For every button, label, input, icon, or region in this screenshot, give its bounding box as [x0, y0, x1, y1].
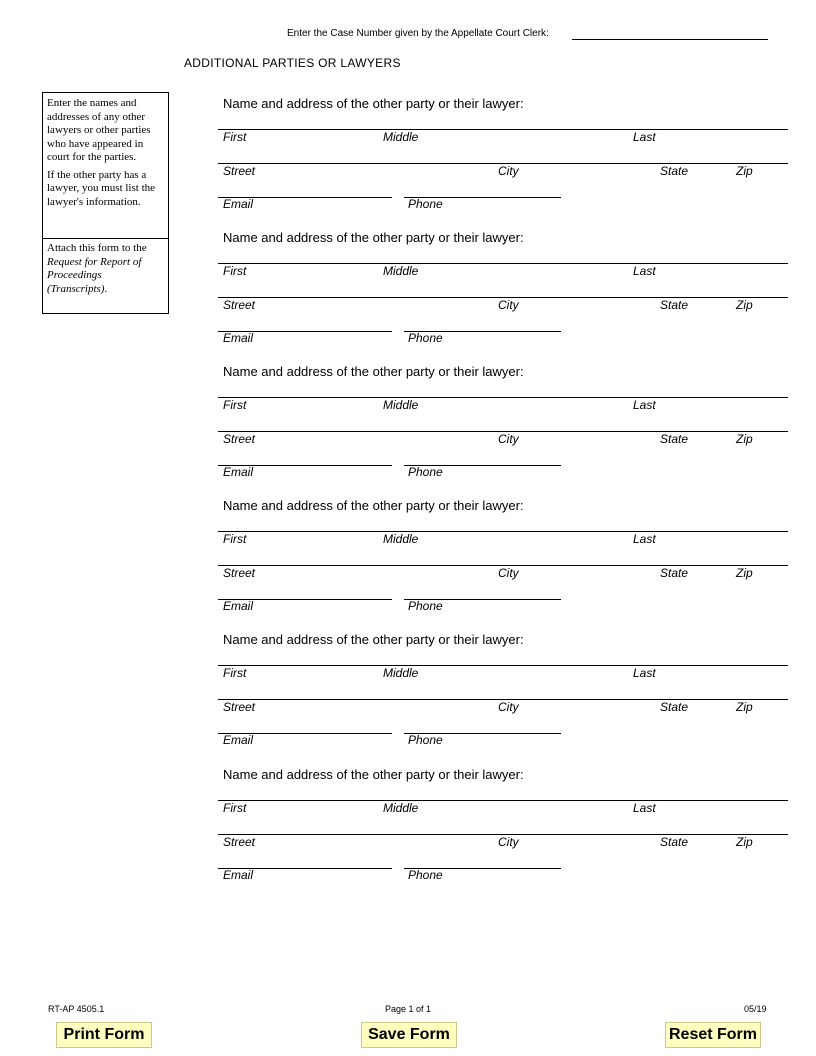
last-name-label: Last: [633, 130, 656, 144]
city-label: City: [498, 835, 519, 849]
reset-form-button[interactable]: Reset Form: [665, 1022, 761, 1048]
case-number-label: Enter the Case Number given by the Appellate Court Clerk:: [287, 28, 549, 39]
name-field[interactable]: [218, 263, 788, 264]
party-block: [218, 96, 790, 230]
last-name-label: Last: [633, 532, 656, 546]
party-heading: Name and address of the other party or their lawyer:: [223, 96, 524, 111]
name-field[interactable]: [218, 129, 788, 130]
save-form-button[interactable]: Save Form: [361, 1022, 457, 1048]
party-block: [218, 498, 790, 632]
last-name-label: Last: [633, 398, 656, 412]
email-label: Email: [223, 465, 254, 479]
last-name-label: Last: [633, 264, 656, 278]
first-name-label: First: [223, 666, 247, 680]
phone-label: Phone: [408, 331, 443, 345]
middle-name-label: Middle: [383, 532, 419, 546]
phone-label: Phone: [408, 465, 443, 479]
zip-label: Zip: [736, 164, 753, 178]
party-block: [218, 767, 790, 901]
street-label: Street: [223, 298, 256, 312]
attach-form-name: Request for Report of Proceedings (Transcripts): [47, 255, 142, 295]
zip-label: Zip: [736, 700, 753, 714]
street-label: Street: [223, 432, 256, 446]
form-date: 05/19: [744, 1004, 767, 1014]
first-name-label: First: [223, 130, 247, 144]
state-label: State: [660, 298, 689, 312]
party-heading: Name and address of the other party or their lawyer:: [223, 364, 524, 379]
party-block: [218, 230, 790, 364]
email-label: Email: [223, 733, 254, 747]
street-label: Street: [223, 700, 256, 714]
page-title: ADDITIONAL PARTIES OR LAWYERS: [184, 56, 401, 70]
city-label: City: [498, 566, 519, 580]
instructions-text-2: If the other party has a lawyer, you must list the lawyer's information.: [47, 168, 156, 208]
print-form-button[interactable]: Print Form: [56, 1022, 152, 1048]
state-label: State: [660, 566, 689, 580]
state-label: State: [660, 835, 689, 849]
email-label: Email: [223, 331, 254, 345]
party-heading: Name and address of the other party or their lawyer:: [223, 230, 524, 245]
last-name-label: Last: [633, 801, 656, 815]
city-label: City: [498, 164, 519, 178]
phone-label: Phone: [408, 868, 443, 882]
email-label: Email: [223, 599, 254, 613]
party-heading: Name and address of the other party or their lawyer:: [223, 498, 524, 513]
phone-label: Phone: [408, 733, 443, 747]
party-heading: Name and address of the other party or their lawyer:: [223, 767, 524, 782]
last-name-label: Last: [633, 666, 656, 680]
name-field[interactable]: [218, 397, 788, 398]
city-label: City: [498, 432, 519, 446]
middle-name-label: Middle: [383, 130, 419, 144]
state-label: State: [660, 432, 689, 446]
instructions-box: [42, 92, 169, 314]
zip-label: Zip: [736, 298, 753, 312]
email-label: Email: [223, 197, 254, 211]
middle-name-label: Middle: [383, 264, 419, 278]
state-label: State: [660, 700, 689, 714]
form-id: RT-AP 4505.1: [48, 1004, 105, 1014]
email-label: Email: [223, 868, 254, 882]
instructions-text-1: Enter the names and addresses of any other lawyers or other parties who have appeared in court for the parties.: [47, 97, 151, 163]
first-name-label: First: [223, 532, 247, 546]
city-label: City: [498, 298, 519, 312]
first-name-label: First: [223, 801, 247, 815]
case-number-field[interactable]: [572, 39, 768, 40]
zip-label: Zip: [736, 835, 753, 849]
page-number: Page 1 of 1: [385, 1004, 432, 1014]
name-field[interactable]: [218, 531, 788, 532]
phone-label: Phone: [408, 197, 443, 211]
state-label: State: [660, 164, 689, 178]
name-field[interactable]: [218, 665, 788, 666]
street-label: Street: [223, 566, 256, 580]
first-name-label: First: [223, 264, 247, 278]
middle-name-label: Middle: [383, 398, 419, 412]
zip-label: Zip: [736, 566, 753, 580]
first-name-label: First: [223, 398, 247, 412]
middle-name-label: Middle: [383, 666, 419, 680]
attach-instructions: Attach this form to the Request for Report of Proceedings (Transcripts).: [47, 242, 147, 295]
street-label: Street: [223, 164, 256, 178]
zip-label: Zip: [736, 432, 753, 446]
street-label: Street: [223, 835, 256, 849]
party-heading: Name and address of the other party or their lawyer:: [223, 632, 524, 647]
city-label: City: [498, 700, 519, 714]
middle-name-label: Middle: [383, 801, 419, 815]
phone-label: Phone: [408, 599, 443, 613]
party-block: [218, 364, 790, 498]
name-field[interactable]: [218, 800, 788, 801]
party-block: [218, 632, 790, 766]
